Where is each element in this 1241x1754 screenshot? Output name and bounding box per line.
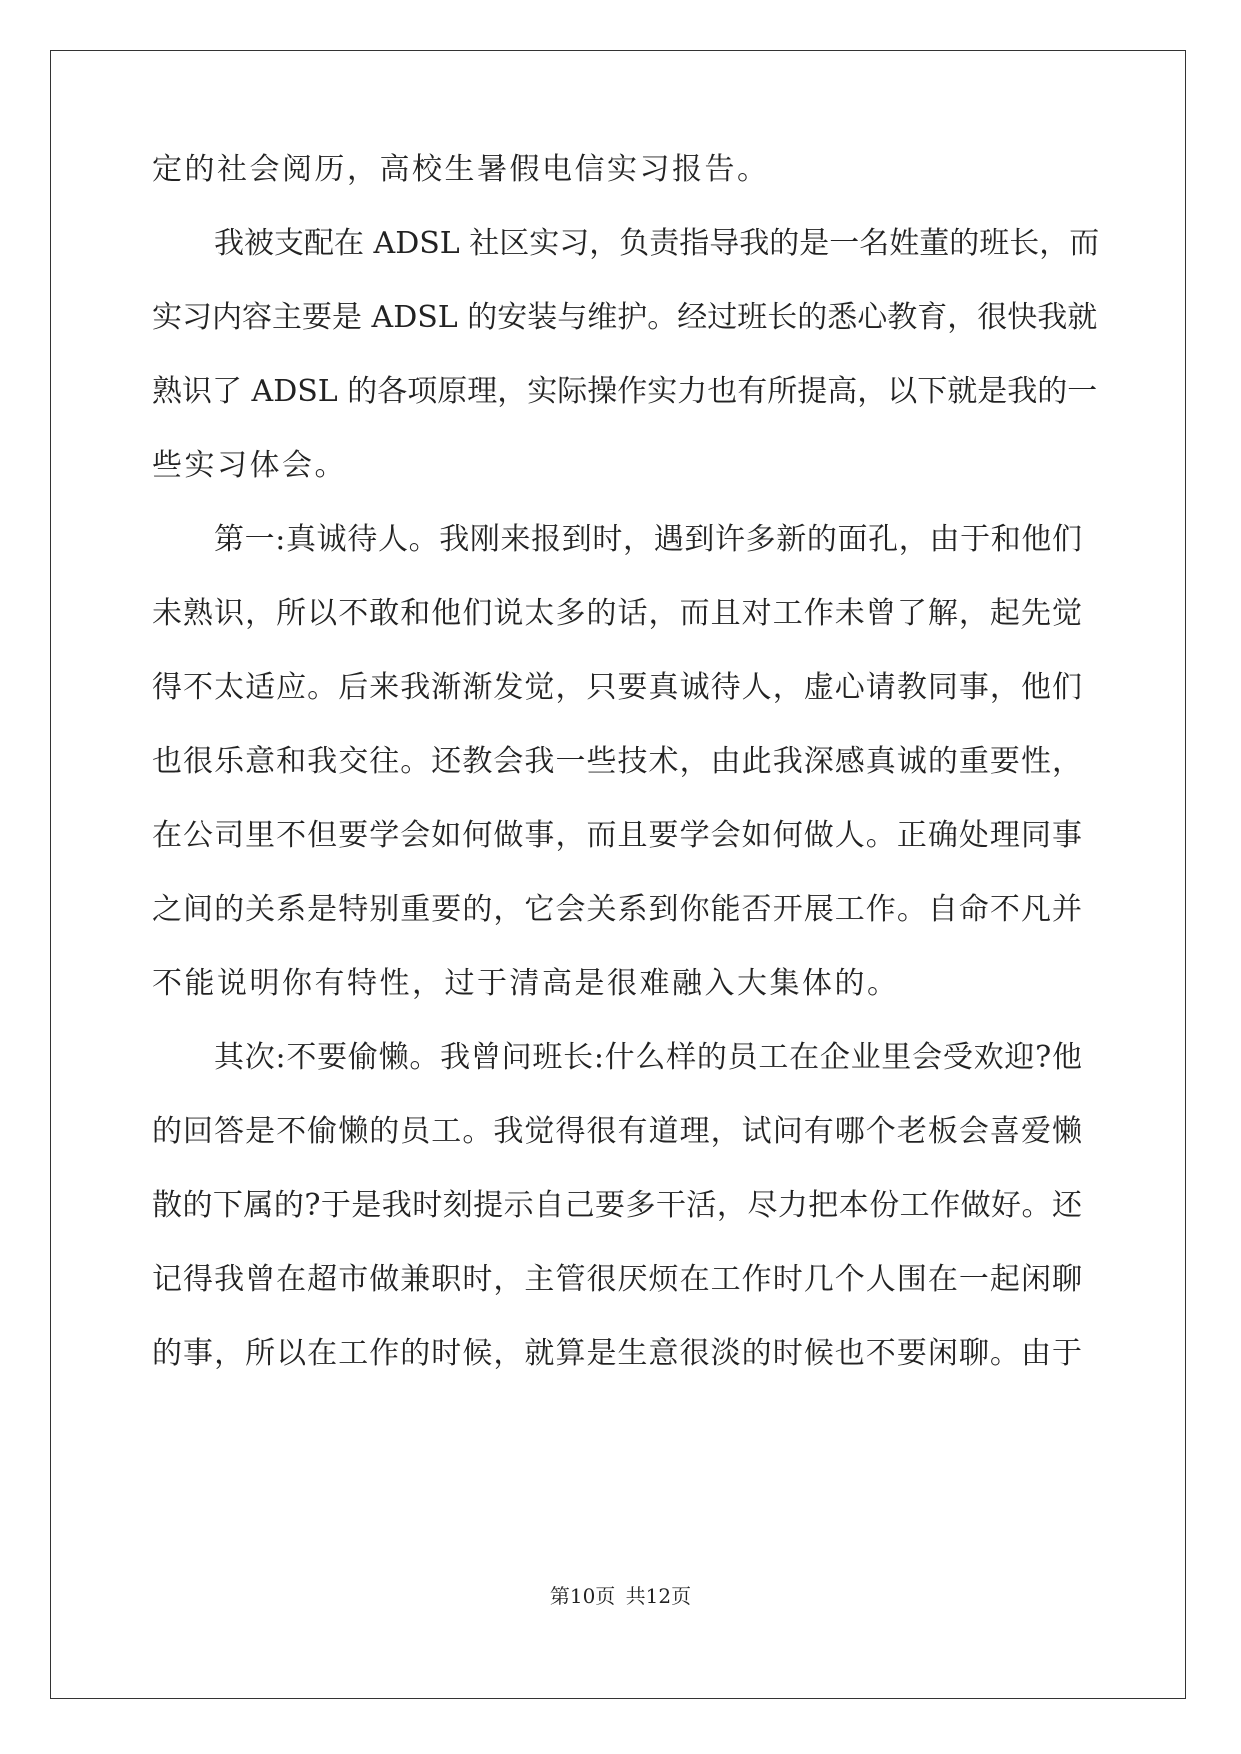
page-number: 第10页 bbox=[549, 1584, 616, 1608]
text-line: 得不太适应。后来我渐渐发觉，只要真诚待人，虚心请教同事，他们 bbox=[152, 670, 1082, 705]
text-line: 也很乐意和我交往。还教会我一些技术，由此我深感真诚的重要性， bbox=[152, 744, 1082, 779]
text-line: 熟识了 ADSL 的各项原理，实际操作实力也有所提高，以下就是我的一 bbox=[152, 374, 1098, 409]
text-line: 在公司里不但要学会如何做事，而且要学会如何做人。正确处理同事 bbox=[152, 818, 1082, 853]
page-footer bbox=[0, 1582, 1241, 1610]
text-line: 实习内容主要是 ADSL 的安装与维护。经过班长的悉心教育，很快我就 bbox=[152, 300, 1098, 335]
text-line: 我被支配在 ADSL 社区实习，负责指导我的是一名姓董的班长，而 bbox=[214, 226, 1100, 261]
text-line: 不能说明你有特性，过于清高是很难融入大集体的。 bbox=[152, 966, 900, 1001]
text-line: 的事，所以在工作的时候，就算是生意很淡的时候也不要闲聊。由于 bbox=[152, 1336, 1082, 1371]
text-line: 些实习体会。 bbox=[152, 448, 347, 483]
text-line: 散的下属的?于是我时刻提示自己要多干活，尽力把本份工作做好。还 bbox=[152, 1188, 1082, 1223]
text-line: 的回答是不偷懒的员工。我觉得很有道理，试问有哪个老板会喜爱懒 bbox=[152, 1114, 1082, 1149]
page-total: 共12页 bbox=[625, 1584, 692, 1608]
text-line: 未熟识，所以不敢和他们说太多的话，而且对工作未曾了解，起先觉 bbox=[152, 596, 1082, 631]
text-line: 定的社会阅历，高校生暑假电信实习报告。 bbox=[152, 152, 770, 187]
text-line: 第一:真诚待人。我刚来报到时，遇到许多新的面孔，由于和他们 bbox=[214, 522, 1082, 557]
text-line: 之间的关系是特别重要的，它会关系到你能否开展工作。自命不凡并 bbox=[152, 892, 1082, 927]
text-line: 其次:不要偷懒。我曾问班长:什么样的员工在企业里会受欢迎?他 bbox=[214, 1040, 1082, 1075]
text-line: 记得我曾在超市做兼职时，主管很厌烦在工作时几个人围在一起闲聊 bbox=[152, 1262, 1082, 1297]
